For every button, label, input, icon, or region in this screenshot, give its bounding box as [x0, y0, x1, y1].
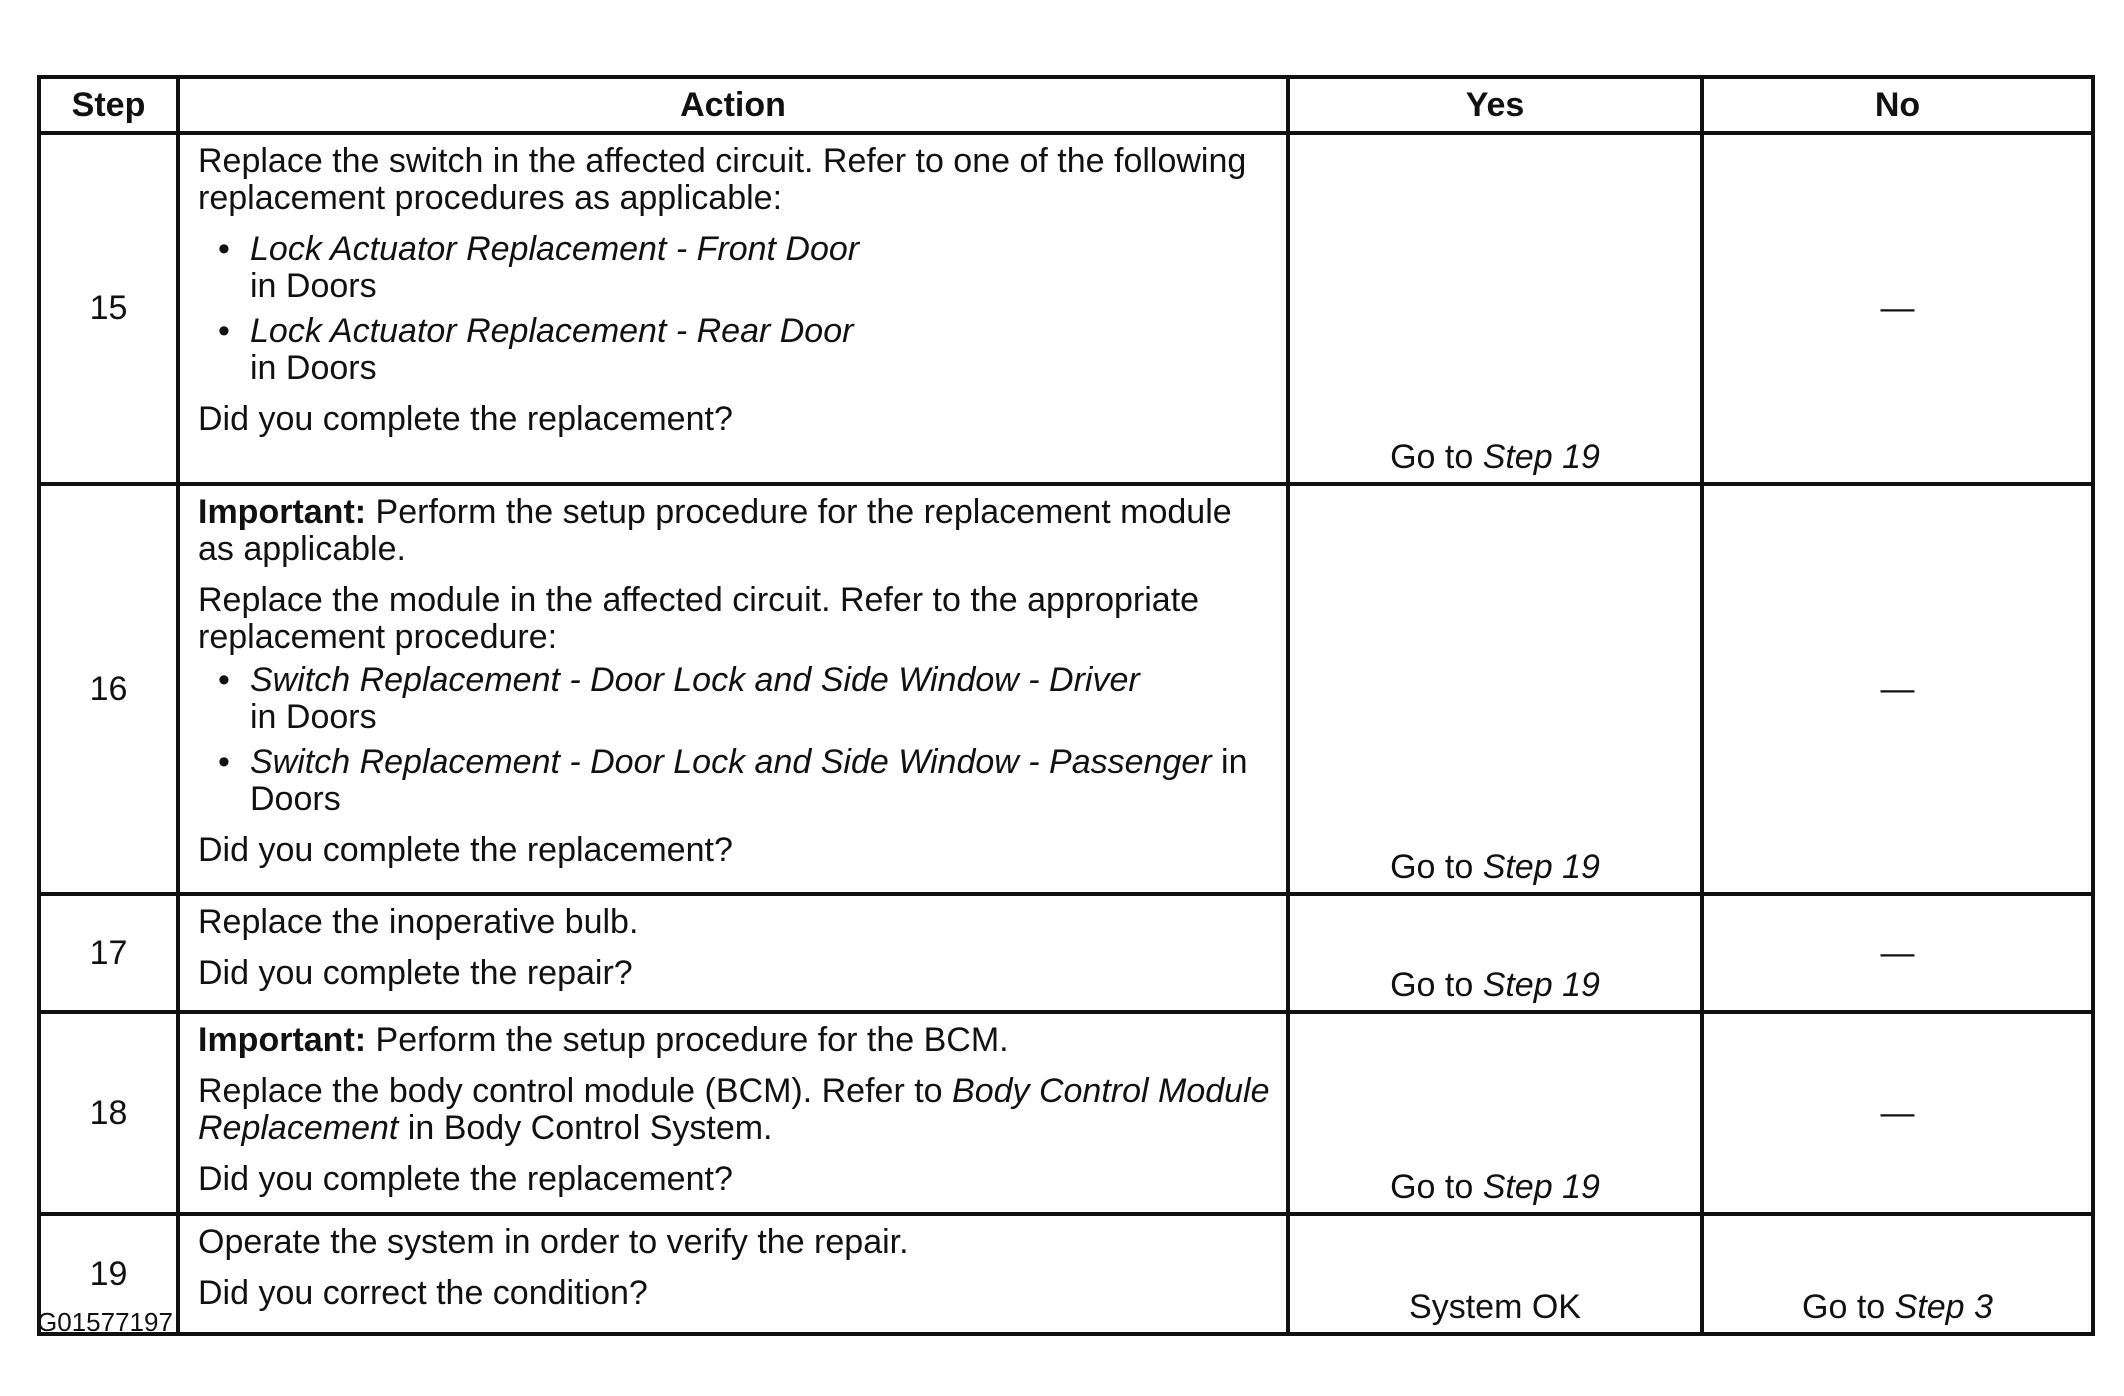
yes-step-link[interactable]: Step 19 — [1482, 848, 1600, 886]
header-action: Action — [178, 77, 1288, 133]
important-note — [198, 494, 1272, 568]
action-question: Did you complete the repair? — [198, 954, 633, 992]
yes-prefix: Go to — [1390, 1168, 1483, 1206]
yes-prefix: Go to — [1390, 848, 1483, 886]
table-row — [39, 484, 2093, 894]
yes-cell — [1288, 1012, 1702, 1214]
no-cell — [1702, 1214, 2093, 1334]
diagnostic-table-wrapper — [37, 75, 2091, 1336]
procedure-link[interactable]: Lock Actuator Replacement - Front Door — [250, 230, 860, 268]
no-cell — [1702, 133, 2093, 484]
table-row — [39, 894, 2093, 1012]
yes-cell — [1288, 894, 1702, 1012]
procedure-list — [198, 662, 1272, 818]
procedure-link[interactable]: Switch Replacement - Door Lock and Side Window - Driver — [250, 661, 1140, 699]
yes-cell — [1288, 1214, 1702, 1334]
yes-cell — [1288, 133, 1702, 484]
header-no: No — [1702, 77, 2093, 133]
important-label: Important: — [198, 493, 367, 531]
table-row — [39, 1214, 2093, 1334]
list-item — [250, 662, 1272, 736]
yes-prefix: Go to — [1390, 438, 1483, 476]
figure-id: G01577197 — [37, 1307, 173, 1337]
step-number: 15 — [39, 133, 178, 484]
procedure-location: in Doors — [250, 743, 1248, 818]
action-text: Operate the system in order to verify the repair. — [198, 1223, 909, 1261]
important-text: Perform the setup procedure for the BCM. — [366, 1021, 1009, 1059]
no-dash: — — [1880, 669, 1915, 708]
procedure-list — [198, 231, 1272, 387]
action-question: Did you correct the condition? — [198, 1274, 648, 1312]
yes-step-link[interactable]: Step 19 — [1482, 966, 1600, 1004]
table-row — [39, 133, 2093, 484]
action-text-start: Replace the body control module (BCM). Refer to — [198, 1072, 953, 1110]
yes-prefix: Go to — [1390, 966, 1483, 1004]
step-number: 17 — [39, 894, 178, 1012]
action-cell — [178, 1012, 1288, 1214]
yes-step-link[interactable]: Step 19 — [1482, 1168, 1600, 1206]
action-cell — [178, 133, 1288, 484]
procedure-location: in Doors — [250, 267, 377, 305]
list-item — [250, 313, 1272, 387]
list-item — [250, 231, 1272, 305]
action-cell — [178, 484, 1288, 894]
yes-result: System OK — [1409, 1288, 1581, 1326]
table-row — [39, 1012, 2093, 1214]
header-row — [39, 77, 2093, 133]
no-cell — [1702, 894, 2093, 1012]
procedure-link[interactable]: Switch Replacement - Door Lock and Side Window - Passenger — [250, 743, 1212, 781]
no-dash: — — [1880, 289, 1915, 327]
action-text-end: in Body Control System. — [398, 1109, 773, 1147]
step-number: 18 — [39, 1012, 178, 1214]
yes-cell — [1288, 484, 1702, 894]
no-dash: — — [1880, 1093, 1915, 1132]
procedure-link[interactable]: Body Control Module Replacement — [198, 1072, 1270, 1147]
diagnostic-table — [37, 75, 2095, 1336]
no-cell — [1702, 484, 2093, 894]
no-dash: — — [1880, 933, 1915, 972]
action-text: Replace the inoperative bulb. — [198, 903, 639, 941]
procedure-location: in Doors — [250, 698, 377, 736]
action-cell — [178, 894, 1288, 1012]
step-number: 19 — [39, 1214, 178, 1334]
header-yes: Yes — [1288, 77, 1702, 133]
action-question: Did you complete the replacement? — [198, 400, 733, 438]
action-cell — [178, 1214, 1288, 1334]
yes-step-link[interactable]: Step 19 — [1482, 438, 1600, 476]
action-question: Did you complete the replacement? — [198, 1160, 733, 1198]
action-question: Did you complete the replacement? — [198, 831, 733, 869]
no-step-link[interactable]: Step 3 — [1894, 1288, 1993, 1326]
no-cell — [1702, 1012, 2093, 1214]
procedure-location: in Doors — [250, 349, 377, 387]
no-prefix: Go to — [1802, 1288, 1895, 1326]
list-item — [250, 744, 1272, 818]
important-text: Perform the setup procedure for the replacement module as applicable. — [198, 493, 1232, 568]
action-text: Replace the switch in the affected circuit. Refer to one of the following replacement procedures as applicable: — [198, 142, 1247, 217]
header-step: Step — [39, 77, 178, 133]
important-note — [198, 1022, 1272, 1059]
action-text — [198, 1073, 1272, 1147]
important-label: Important: — [198, 1021, 367, 1059]
action-text: Replace the module in the affected circuit. Refer to the appropriate replacement procedure: — [198, 581, 1200, 656]
procedure-link[interactable]: Lock Actuator Replacement - Rear Door — [250, 312, 854, 350]
step-number: 16 — [39, 484, 178, 894]
